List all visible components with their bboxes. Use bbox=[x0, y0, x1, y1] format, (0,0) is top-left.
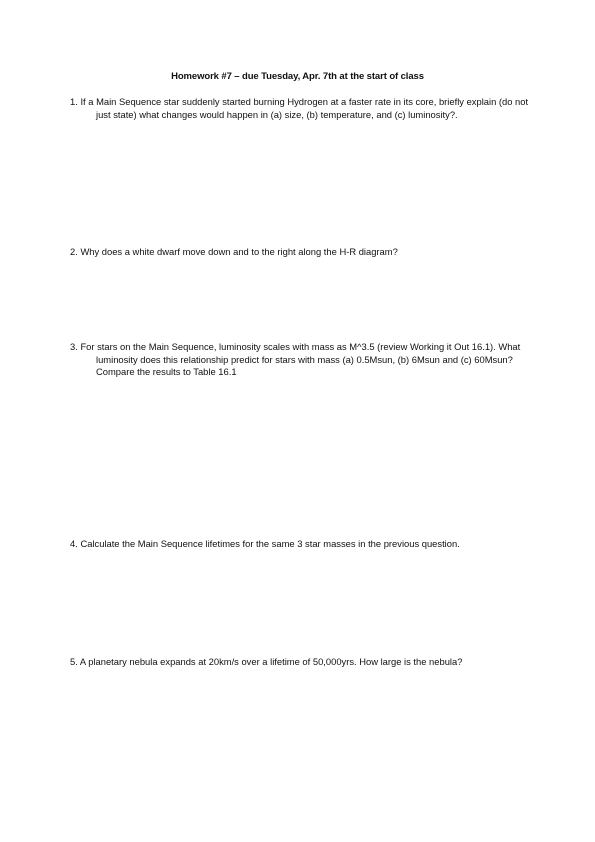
question-3 bbox=[70, 341, 532, 379]
question-number: 3. bbox=[70, 341, 81, 352]
question-5 bbox=[70, 656, 532, 669]
question-text: Why does a white dwarf move down and to the right along the H-R diagram? bbox=[80, 246, 398, 257]
question-2 bbox=[70, 246, 532, 259]
question-text: If a Main Sequence star suddenly started burning Hydrogen at a faster rate in its core, briefly explain (do not just state) what changes would happen in (a) size, (b) temperature, and (c) luminosity?. bbox=[80, 96, 529, 120]
question-1 bbox=[70, 96, 532, 121]
question-text: For stars on the Main Sequence, luminosity scales with mass as M^3.5 (review Working it Out 16.1). What luminosity does this relationship predict for stars with mass (a) 0.5Msun, (b) 6Msun and (c) 60Msun? Compare the results to Table 16.1 bbox=[80, 341, 521, 378]
question-number: 5. bbox=[70, 656, 80, 667]
question-number: 2. bbox=[70, 246, 81, 257]
homework-title: Homework #7 – due Tuesday, Apr. 7th at the start of class bbox=[171, 71, 424, 82]
question-text: Calculate the Main Sequence lifetimes for the same 3 star masses in the previous question. bbox=[80, 538, 460, 549]
question-number: 1. bbox=[70, 96, 81, 107]
question-text: A planetary nebula expands at 20km/s over a lifetime of 50,000yrs. How large is the nebula? bbox=[79, 656, 463, 667]
question-4 bbox=[70, 538, 532, 551]
question-number: 4. bbox=[70, 538, 81, 549]
